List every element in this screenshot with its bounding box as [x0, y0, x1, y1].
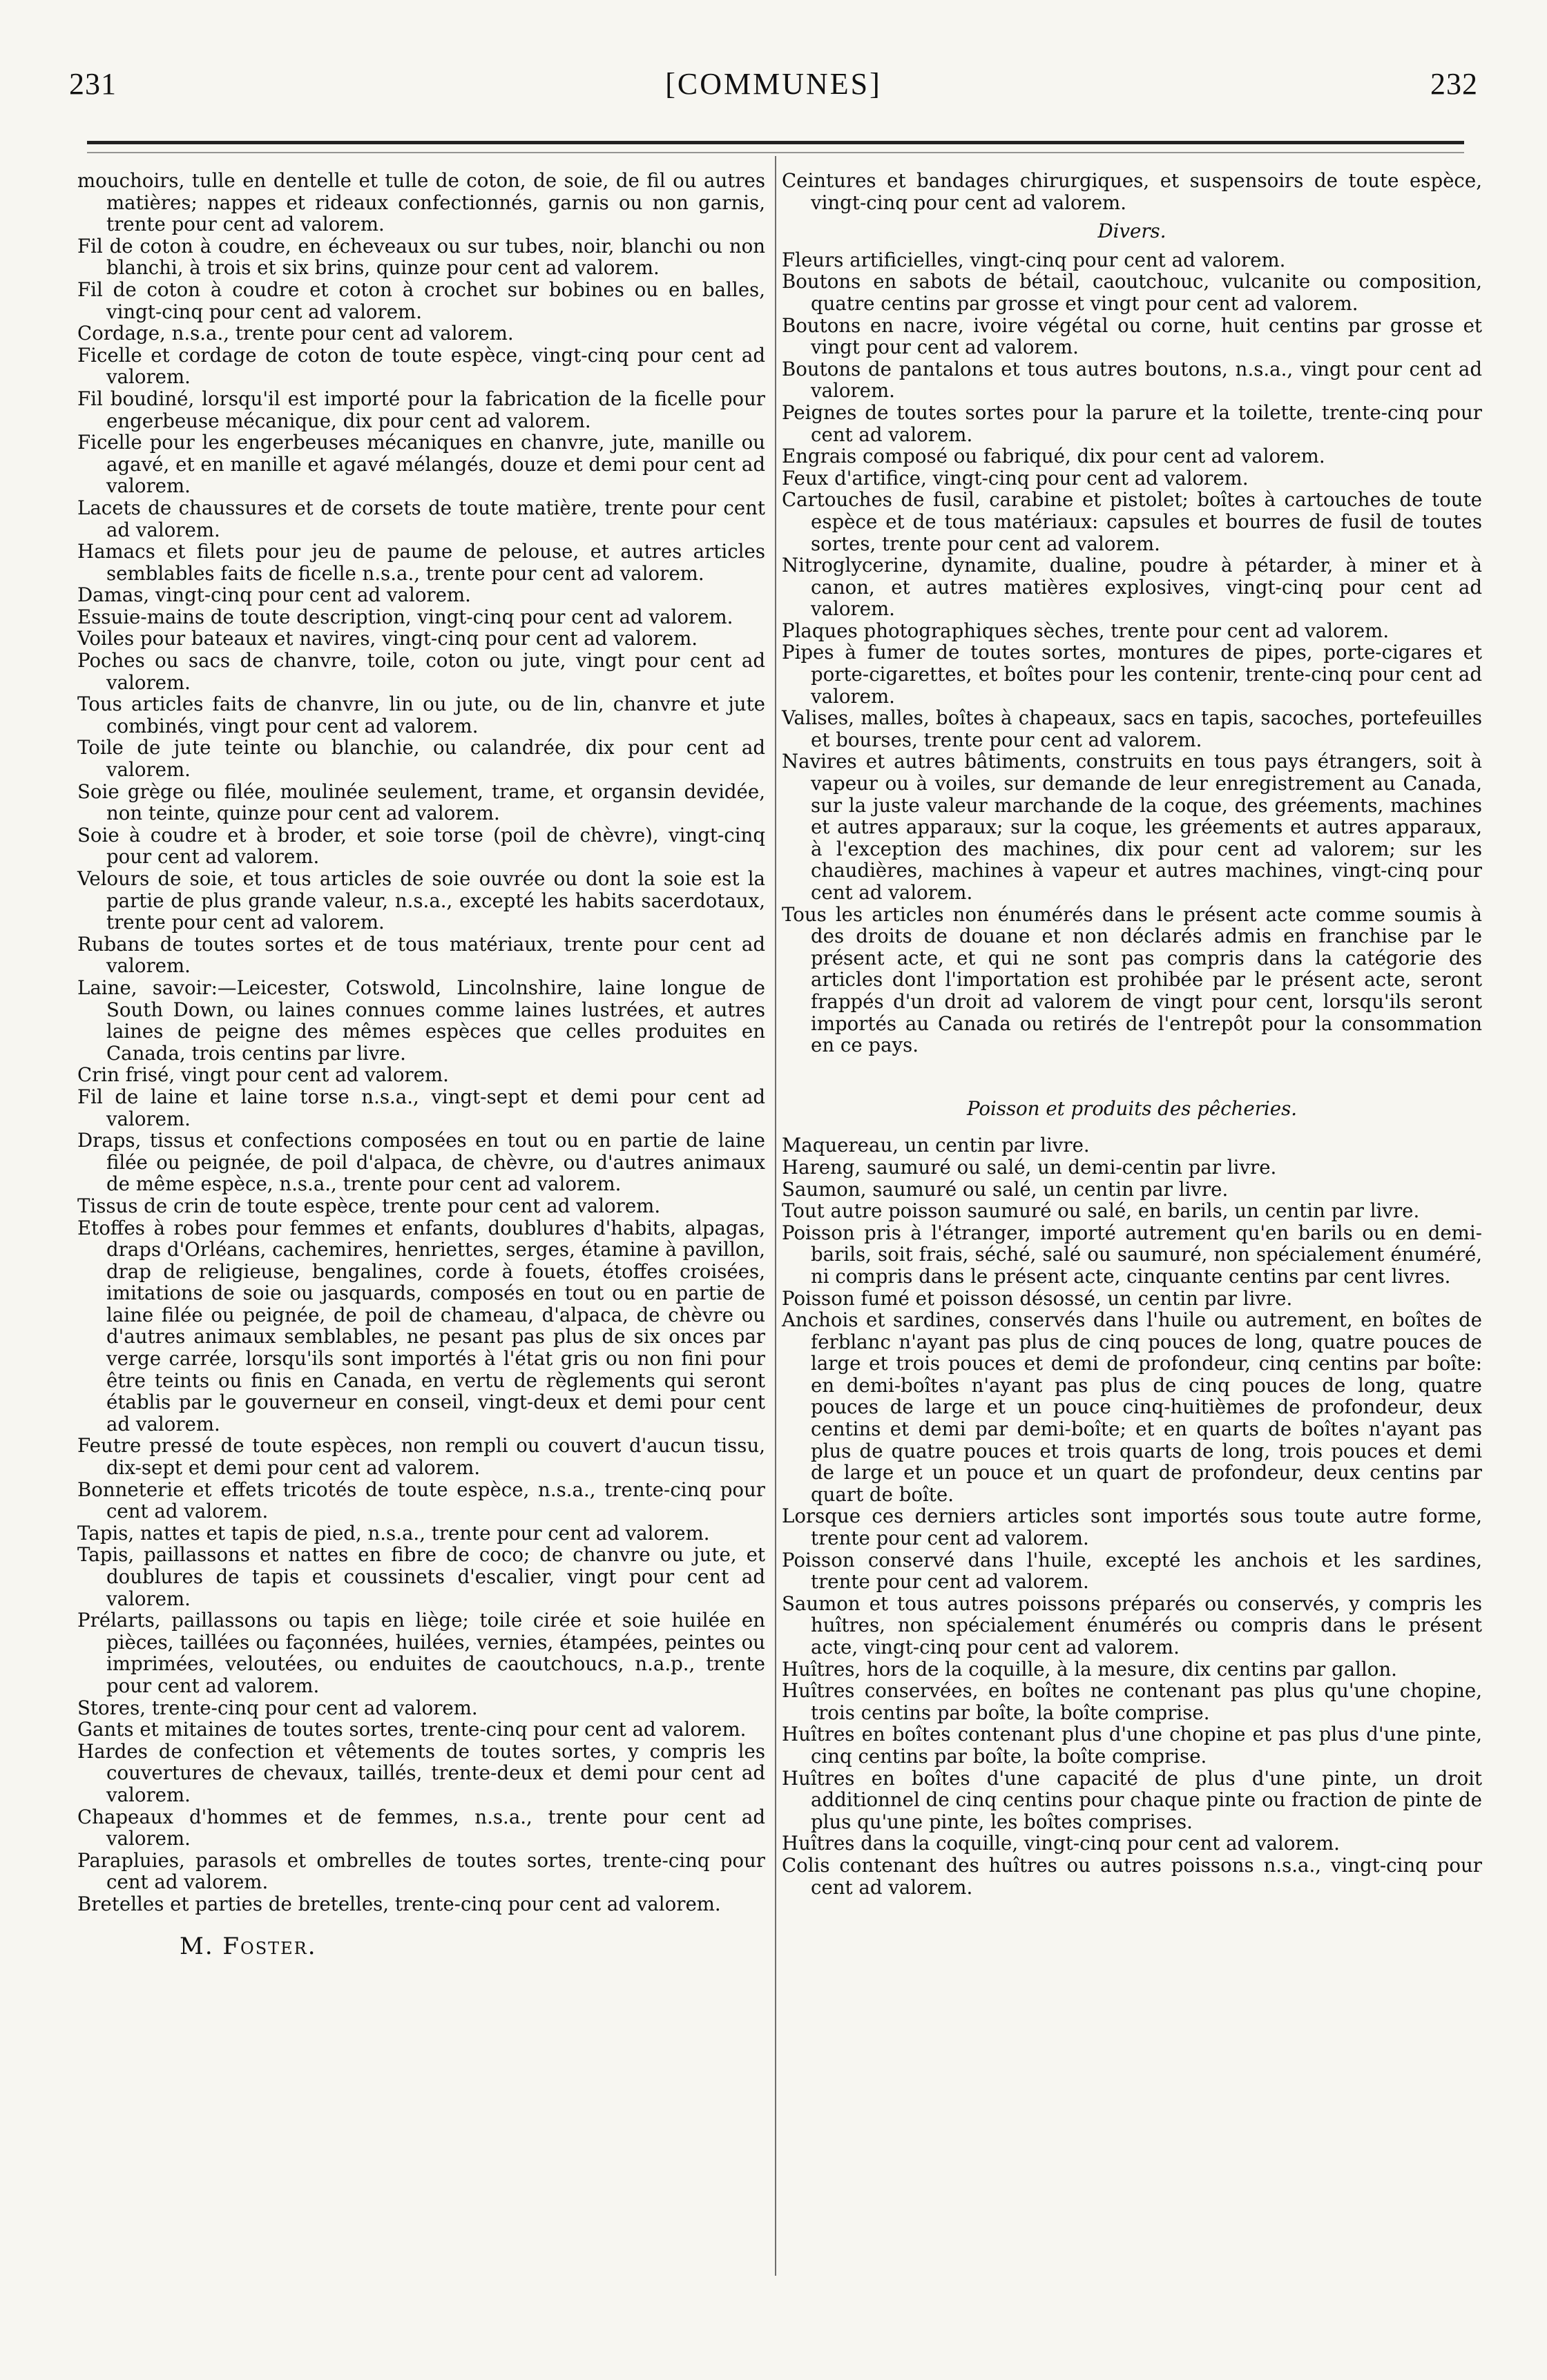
tariff-entry: mouchoirs, tulle en dentelle et tulle de coton, de soie, de fil ou autres matières; nappes et rideaux confectionnés, garnis ou non garnis, trente pour cent ad valorem.	[77, 169, 765, 236]
tariff-entry: Maquereau, un centin par livre.	[782, 1134, 1090, 1157]
page-header	[69, 66, 1478, 108]
poisson-heading: Poisson et produits des pêcheries.	[966, 1096, 1298, 1120]
tariff-entry: Toile de jute teinte ou blanchie, ou calandrée, dix pour cent ad valorem.	[77, 736, 765, 782]
tariff-entry: Gants et mitaines de toutes sortes, trente-cinq pour cent ad valorem.	[77, 1718, 747, 1741]
tariff-entry: Poisson fumé et poisson désossé, un centin par livre.	[782, 1286, 1293, 1310]
left-column	[77, 169, 765, 1960]
tariff-entry: Feutre pressé de toute espèces, non rempli ou couvert d'aucun tissu, dix-sept et demi pour cent ad valorem.	[77, 1434, 765, 1480]
tariff-entry: Prélarts, paillassons ou tapis en liège; toile cirée et soie huilée en pièces, taillées ou façonnées, huilées, vernies, étampées, peintes ou imprimées, veloutées, ou enduites de caoutchoucs, n.a.p., trente pour cent ad valorem.	[77, 1609, 765, 1697]
header-rule-thin	[87, 152, 1464, 153]
tariff-entry: Poches ou sacs de chanvre, toile, coton ou jute, vingt pour cent ad valorem.	[77, 649, 765, 694]
running-head: [COMMUNES]	[665, 67, 882, 101]
tariff-entry: Huîtres en boîtes contenant plus d'une chopine et pas plus d'une pinte, cinq centins par boîte, la boîte comprise.	[782, 1723, 1482, 1768]
tariff-entry: Laine, savoir:—Leicester, Cotswold, Lincolnshire, laine longue de South Down, ou laines connues comme laines lustrées, et autres laines de peigne des mêmes espèces que celles produites en Canada, trois centins par livre.	[77, 976, 765, 1065]
tariff-entry: Plaques photographiques sèches, trente pour cent ad valorem.	[782, 619, 1390, 642]
tariff-entry: Soie à coudre et à broder, et soie torse (poil de chèvre), vingt-cinq pour cent ad valorem.	[77, 823, 765, 869]
tariff-entry: Velours de soie, et tous articles de soie ouvrée ou dont la soie est la partie de plus grande valeur, n.s.a., excepté les habits sacerdotaux, trente pour cent ad valorem.	[77, 867, 765, 934]
tariff-entry: Ficelle pour les engerbeuses mécaniques en chanvre, jute, manille ou agavé, et en manille et agavé mélangés, douze et demi pour cent ad valorem.	[77, 431, 765, 498]
tariff-entry: Nitroglycerine, dynamite, dualine, poudre à pétarder, à miner et à canon, et autres matières explosives, vingt-cinq pour cent ad valorem.	[782, 554, 1482, 621]
column-divider	[775, 156, 776, 2276]
tariff-entry: Tous articles faits de chanvre, lin ou jute, ou de lin, chanvre et jute combinés, vingt pour cent ad valorem.	[77, 693, 765, 737]
tariff-entry: Poisson pris à l'étranger, importé autrement qu'en barils ou en demi-barils, soit frais, séché, salé ou saumuré, non spécialement énuméré, ni compris dans le présent acte, cinquante centins par cent livres.	[782, 1221, 1482, 1288]
tariff-entry: Huîtres dans la coquille, vingt-cinq pour cent ad valorem.	[782, 1832, 1340, 1855]
tariff-entry: Navires et autres bâtiments, construits en tous pays étrangers, soit à vapeur ou à voiles, sur demande de leur enregistrement au Canada, sur la juste valeur marchande de la coque, des gréements, machines et autres apparaux; sur la coque, les gréements et autres apparaux, à l'exception des machines, dix pour cent ad valorem; sur les chaudières, machines à vapeur et autres machines, vingt-cinq pour cent ad valorem.	[782, 750, 1482, 904]
tariff-entry: Hardes de confection et vêtements de toutes sortes, y compris les couvertures de chevaux, taillés, trente-deux et demi pour cent ad valorem.	[77, 1739, 765, 1806]
right-page-number: 232	[1430, 67, 1478, 101]
tariff-entry: Etoffes à robes pour femmes et enfants, doublures d'habits, alpagas, draps d'Orléans, cachemires, henriettes, serges, étamine à pavillon, drap de religieuse, bengalines, corde à fouets, étoffes croisées, imitations de soie ou jasquards, composés en tout ou en partie de laine filée ou peignée, de poil de chameau, d'alpaca, de chèvre ou d'autres animaux semblables, ne pesant pas plus de six onces par verge carrée, lorsqu'ils sont importés à l'état gris ou non fini pour être teints ou finis en Canada, en vertu de règlements qui seront établis par le gouverneur en conseil, vingt-deux et demi pour cent ad valorem.	[77, 1216, 765, 1435]
tariff-entry: Pipes à fumer de toutes sortes, montures de pipes, porte-cigares et porte-cigarettes, et boîtes pour les contenir, trente-cinq pour cent ad valorem.	[782, 641, 1482, 708]
tariff-entry: Saumon, saumuré ou salé, un centin par livre.	[782, 1177, 1229, 1201]
tariff-entry: Rubans de toutes sortes et de tous matériaux, trente pour cent ad valorem.	[77, 932, 765, 978]
tariff-entry: Boutons en sabots de bétail, caoutchouc, vulcanite ou composition, quatre centins par grosse et vingt pour cent ad valorem.	[782, 270, 1482, 315]
left-page-number: 231	[69, 67, 117, 101]
tariff-entry: Damas, vingt-cinq pour cent ad valorem.	[77, 583, 471, 607]
tariff-entry: Valises, malles, boîtes à chapeaux, sacs en tapis, sacoches, portefeuilles et bourses, trente pour cent ad valorem.	[782, 706, 1482, 751]
tariff-entry: Feux d'artifice, vingt-cinq pour cent ad valorem.	[782, 466, 1249, 490]
tariff-entry: Huîtres conservées, en boîtes ne contenant pas plus qu'une chopine, trois centins par boîte, la boîte comprise.	[782, 1679, 1482, 1724]
tariff-entry: Fil boudiné, lorsqu'il est importé pour la fabrication de la ficelle pour engerbeuse mécanique, dix pour cent ad valorem.	[77, 387, 765, 432]
tariff-entry: Bretelles et parties de bretelles, trente-cinq pour cent ad valorem.	[77, 1892, 721, 1915]
tariff-entry: Huîtres en boîtes d'une capacité de plus d'une pinte, un droit additionnel de cinq centins pour chaque pinte ou fraction de pinte de plus qu'une pinte, les boîtes comprises.	[782, 1766, 1482, 1833]
tariff-entry: Stores, trente-cinq pour cent ad valorem.	[77, 1696, 478, 1719]
tariff-entry: Cordage, n.s.a., trente pour cent ad valorem.	[77, 322, 514, 345]
tariff-entry: Lorsque ces derniers articles sont importés sous toute autre forme, trente pour cent ad valorem.	[782, 1505, 1482, 1550]
tariff-entry: Colis contenant des huîtres ou autres poissons n.s.a., vingt-cinq pour cent ad valorem.	[782, 1853, 1482, 1899]
tariff-entry: Ceintures et bandages chirurgiques, et suspensoirs de toute espèce, vingt-cinq pour cent ad valorem.	[782, 169, 1482, 214]
tariff-entry: Ficelle et cordage de coton de toute espèce, vingt-cinq pour cent ad valorem.	[77, 343, 765, 389]
tariff-entry: Boutons de pantalons et tous autres boutons, n.s.a., vingt pour cent ad valorem.	[782, 357, 1482, 403]
tariff-entry: Tout autre poisson saumuré ou salé, en barils, un centin par livre.	[782, 1199, 1420, 1223]
tariff-entry: Peignes de toutes sortes pour la parure et la toilette, trente-cinq pour cent ad valorem.	[782, 400, 1482, 446]
tariff-entry: Fil de coton à coudre, en écheveaux ou sur tubes, noir, blanchi ou non blanchi, à trois et six brins, quinze pour cent ad valorem.	[77, 234, 765, 280]
tariff-entry: Lacets de chaussures et de corsets de toute matière, trente pour cent ad valorem.	[77, 496, 765, 541]
tariff-entry: Engrais composé ou fabriqué, dix pour cent ad valorem.	[782, 445, 1325, 468]
tariff-entry: Saumon et tous autres poissons préparés ou conservés, y compris les huîtres, non spécialement énumérés ou compris dans le présent acte, vingt-cinq pour cent ad valorem.	[782, 1591, 1482, 1658]
tariff-entry: Parapluies, parasols et ombrelles de toutes sortes, trente-cinq pour cent ad valorem.	[77, 1848, 765, 1894]
tariff-entry: Tous les articles non énumérés dans le présent acte comme soumis à des droits de douane et non déclarés admis en franchise par le présent acte, et qui ne sont pas compris dans la catégorie des articles dont l'importation est prohibée par le présent acte, seront frappés d'un droit ad valorem de vingt pour cent, lorsqu'ils seront importés au Canada ou retirés de l'entrepôt pour la consommation en ce pays.	[782, 902, 1482, 1057]
tariff-entry: Tapis, paillassons et nattes en fibre de coco; de chanvre ou jute, et doublures de tapis et coussinets d'escalier, vingt pour cent ad valorem.	[77, 1543, 765, 1610]
tariff-entry: Anchois et sardines, conservés dans l'huile ou autrement, en boîtes de ferblanc n'ayant pas plus de cinq pouces de long, quatre pouces de large et trois pouces et demi de profondeur, cinq centins par boîte: en demi-boîtes n'ayant pas plus de cinq pouces de long, quatre pouces de large et un pouce cinq-huitièmes de profondeur, deux centins et demi par demi-boîte; et en quarts de boîtes n'ayant pas plus de quatre pouces et trois quarts de long, trois pouces et demi de large et un pouce et un quart de profondeur, deux centins par quart de boîte.	[782, 1308, 1482, 1506]
tariff-entry: Fil de laine et laine torse n.s.a., vingt-sept et demi pour cent ad valorem.	[77, 1085, 765, 1130]
tariff-entry: Bonneterie et effets tricotés de toute espèce, n.s.a., trente-cinq pour cent ad valorem.	[77, 1478, 765, 1523]
header-rule	[87, 141, 1464, 144]
tariff-entry: Fleurs artificielles, vingt-cinq pour cent ad valorem.	[782, 248, 1286, 271]
left-entries	[77, 170, 765, 1915]
tariff-entry: Voiles pour bateaux et navires, vingt-cinq pour cent ad valorem.	[77, 627, 698, 650]
tariff-entry: Cartouches de fusil, carabine et pistolet; boîtes à cartouches de toute espèce et de tous matériaux: capsules et bourres de fusil de toutes sortes, trente pour cent ad valorem.	[782, 488, 1482, 555]
tariff-entry: Draps, tissus et confections composées en tout ou en partie de laine filée ou peignée, de poil d'alpaca, de chèvre, ou d'autres animaux de même espèce, n.s.a., trente pour cent ad valorem.	[77, 1129, 765, 1196]
tariff-entry: Essuie-mains de toute description, vingt-cinq pour cent ad valorem.	[77, 605, 733, 628]
signature: M. Foster.	[180, 1932, 317, 1960]
tariff-entry: Boutons en nacre, ivoire végétal ou corne, huit centins par grosse et vingt pour cent ad valorem.	[782, 313, 1482, 359]
tariff-entry: Tapis, nattes et tapis de pied, n.s.a., trente pour cent ad valorem.	[77, 1521, 710, 1545]
divers-entries	[782, 249, 1482, 1056]
tariff-entry: Fil de coton à coudre et coton à crochet sur bobines ou en balles, vingt-cinq pour cent ad valorem.	[77, 278, 765, 323]
tariff-entry: Poisson conservé dans l'huile, excepté les anchois et les sardines, trente pour cent ad valorem.	[782, 1548, 1482, 1594]
right-column	[782, 170, 1482, 1898]
tariff-entry: Soie grège ou filée, moulinée seulement, trame, et organsin devidée, non teinte, quinze pour cent ad valorem.	[77, 780, 765, 825]
divers-heading: Divers.	[1097, 220, 1166, 243]
tariff-entry: Crin frisé, vingt pour cent ad valorem.	[77, 1063, 449, 1087]
tariff-entry: Chapeaux d'hommes et de femmes, n.s.a., trente pour cent ad valorem.	[77, 1805, 765, 1850]
tariff-entry: Tissus de crin de toute espèce, trente pour cent ad valorem.	[77, 1194, 661, 1217]
poisson-entries	[782, 1134, 1482, 1898]
tariff-entry: Huîtres, hors de la coquille, à la mesure, dix centins par gallon.	[782, 1657, 1397, 1681]
tariff-entry: Hamacs et filets pour jeu de paume de pelouse, et autres articles semblables faits de ficelle n.s.a., trente pour cent ad valorem.	[77, 540, 765, 585]
right-top-entries	[782, 170, 1482, 213]
tariff-entry: Hareng, saumuré ou salé, un demi-centin par livre.	[782, 1155, 1277, 1179]
